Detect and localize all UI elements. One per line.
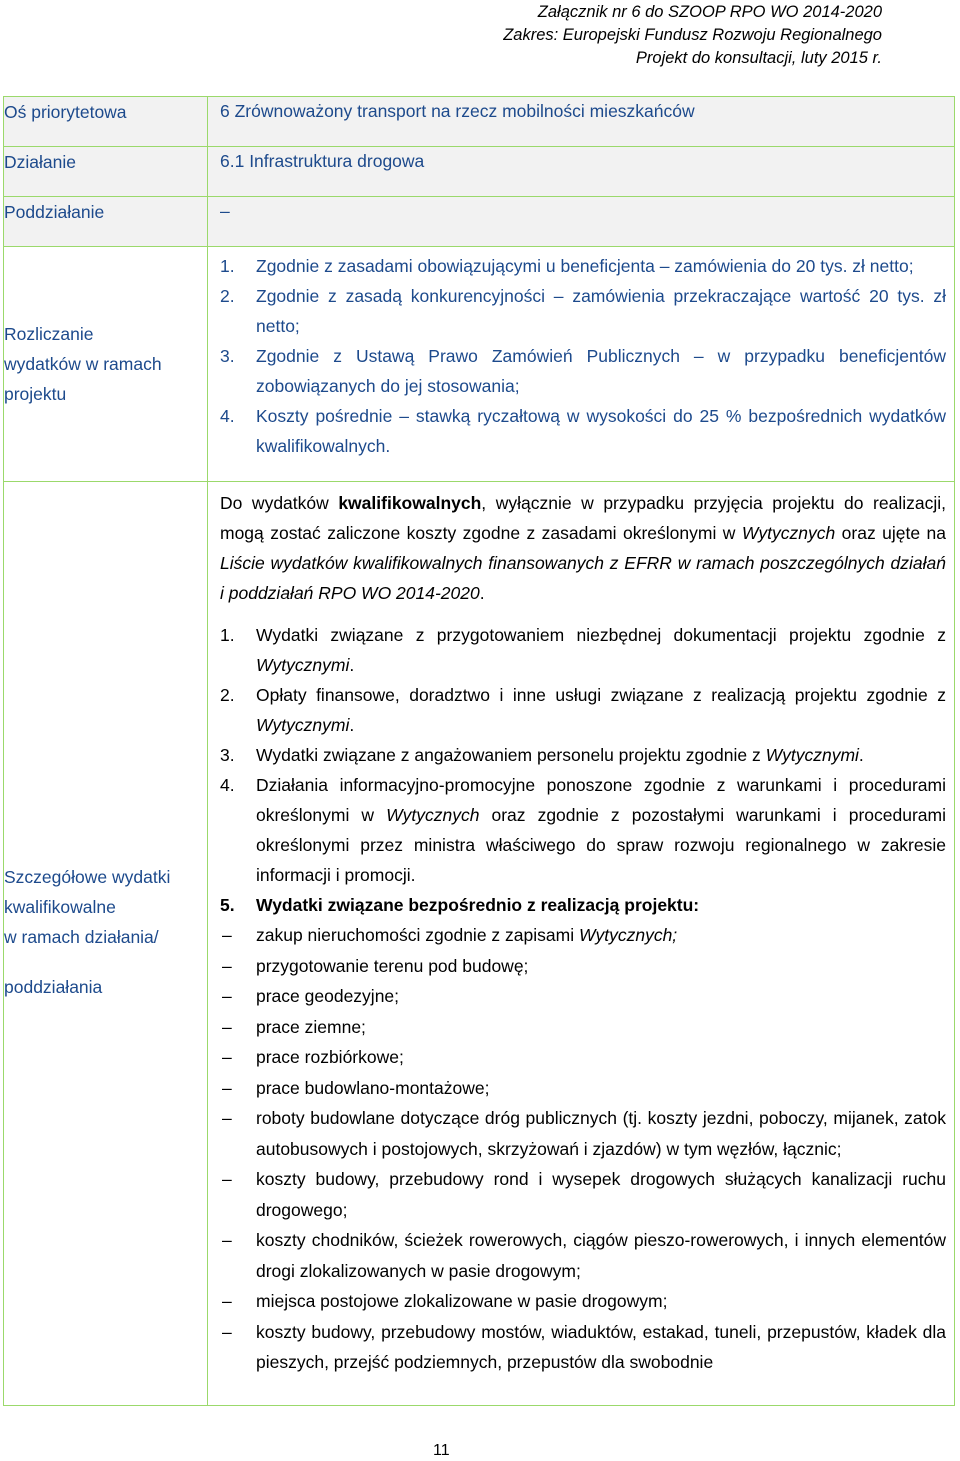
header-line-scope: Zakres: Europejski Fundusz Rozwoju Regionalnego: [503, 26, 882, 44]
text-run: .: [349, 655, 355, 675]
sublist-item: [220, 1286, 946, 1317]
text-run: roboty budowlane dotyczące dróg publicznych (tj. koszty jezdni, poboczy, mijanek, zatok autobusowych i postojowych, skrzyżowań i zjazdów) w tym węzłów, łącznic;: [256, 1108, 946, 1159]
eligible-value-cell: [208, 482, 955, 1406]
list-text: Wydatki związane bezpośrednio z realizacją projektu:: [256, 895, 700, 915]
row-settlement: [4, 247, 955, 482]
sublist-item: [220, 1317, 946, 1378]
list-number: 4.: [220, 406, 235, 426]
row-priority-axis: [4, 97, 955, 147]
dash-bullet: –: [222, 1047, 232, 1067]
settlement-label: [4, 319, 207, 409]
list-number: 4.: [220, 775, 235, 795]
text-run: kwalifikowalnych: [338, 493, 482, 513]
list-text: Zgodnie z zasadami obowiązującymi u beneficjenta – zamówienia do 20 tys. zł netto;: [256, 256, 914, 276]
header-line-attachment: Załącznik nr 6 do SZOOP RPO WO 2014-2020: [537, 3, 882, 21]
eligible-label-line: w ramach działania/: [4, 927, 159, 947]
text-run: koszty chodników, ścieżek rowerowych, ciągów pieszo-rowerowych, i innych elementów drogi zlokalizowanych w pasie drogowym;: [256, 1230, 946, 1281]
text-run: .: [349, 715, 355, 735]
list-number: 2.: [220, 286, 235, 306]
eligible-list: [220, 620, 946, 920]
settlement-list-container: [208, 247, 954, 461]
text-run: Wytycznych;: [578, 925, 678, 945]
value-cell: [208, 197, 955, 247]
settlement-list: [220, 251, 946, 461]
sublist-item: [220, 1042, 946, 1073]
list-item: [220, 401, 946, 461]
list-number: 3.: [220, 346, 235, 366]
list-item: [220, 890, 946, 920]
settlement-label-line: wydatków w ramach: [4, 354, 162, 374]
list-item: [220, 341, 946, 401]
eligible-intro-paragraph: [220, 488, 946, 608]
text-run: oraz zgodnie z pozostałymi warunkami i procedurami określonymi przez ministra właściwego do spraw rozwoju regionalnego w zakresie informacji i promocji.: [256, 805, 946, 885]
row-eligible-expenses: [4, 482, 955, 1406]
list-number: 1.: [220, 256, 235, 276]
row-subaction: [4, 197, 955, 247]
dash-bullet: –: [222, 1230, 232, 1250]
list-number: 3.: [220, 745, 235, 765]
dash-bullet: –: [222, 925, 232, 945]
eligible-label-cell: [4, 482, 208, 1406]
text-run: prace rozbiórkowe;: [256, 1047, 404, 1067]
sublist-item: [220, 920, 946, 951]
direct-costs-sublist: [220, 920, 946, 1378]
list-number: 1.: [220, 625, 235, 645]
document-header: [503, 0, 882, 70]
eligible-label-line: Szczegółowe wydatki: [4, 867, 171, 887]
label-cell: [4, 147, 208, 197]
text-run: .: [479, 583, 485, 603]
eligible-content: [208, 482, 954, 1378]
sublist-item: [220, 981, 946, 1012]
text-run: koszty budowy, przebudowy rond i wysepek drogowych służących kanalizacji ruchu drogowego;: [256, 1169, 946, 1220]
dash-bullet: –: [222, 955, 232, 976]
text-run: Wytycznymi: [765, 745, 859, 765]
text-run: Opłaty finansowe, doradztwo i inne usługi związane z realizacją projektu zgodnie z: [256, 685, 946, 705]
settlement-label-line: projektu: [4, 384, 67, 404]
list-text: Zgodnie z Ustawą Prawo Zamówień Publicznych – w przypadku beneficjentów zobowiązanych do jej stosowania;: [256, 346, 946, 396]
text-run: przygotowanie terenu pod budowę;: [256, 955, 529, 976]
dash-bullet: –: [222, 1077, 232, 1098]
text-run: koszty budowy, przebudowy mostów, wiaduktów, estakad, tuneli, przepustów, kładek dla pieszych, przejść podziemnych, przepustów dla swobodnie: [256, 1321, 946, 1372]
text-run: Do wydatków: [220, 493, 339, 513]
value-cell: [208, 97, 955, 147]
sublist-item: [220, 1103, 946, 1164]
program-details-table: [3, 96, 955, 1406]
sublist-item: [220, 951, 946, 982]
subaction-value: –: [220, 201, 230, 221]
label-cell: [4, 197, 208, 247]
list-number: 2.: [220, 685, 235, 705]
text-run: .: [858, 745, 864, 765]
list-text: Koszty pośrednie – stawką ryczałtową w wysokości do 25 % bezpośrednich wydatków kwalifikowalnych.: [256, 406, 946, 456]
text-run: Wytycznymi: [256, 655, 350, 675]
priority-axis-label: Oś priorytetowa: [4, 102, 127, 122]
settlement-label-line: Rozliczanie: [4, 324, 94, 344]
text-run: Wytycznymi: [256, 715, 350, 735]
list-item: [220, 770, 946, 890]
row-action: [4, 147, 955, 197]
text-run: Wydatki związane z przygotowaniem niezbędnej dokumentacji projektu zgodnie z: [256, 625, 946, 645]
sublist-item: [220, 1073, 946, 1104]
text-run: Wytycznych: [386, 805, 480, 825]
text-run: prace budowlano-montażowe;: [256, 1077, 490, 1098]
text-run: Wydatki związane z angażowaniem personelu projektu zgodnie z: [256, 745, 766, 765]
list-text: Zgodnie z zasadą konkurencyjności – zamówienia przekraczające wartość 20 tys. zł netto;: [256, 286, 946, 336]
text-run: prace ziemne;: [256, 1016, 366, 1037]
text-run: Działania informacyjno-promocyjne ponoszone zgodnie z warunkami i procedurami określonymi w: [256, 775, 946, 825]
dash-bullet: –: [222, 1108, 232, 1128]
text-run: Liście wydatków kwalifikowalnych finansowanych z EFRR w ramach poszczególnych działań i poddziałań RPO WO 2014-2020: [220, 553, 946, 603]
dash-bullet: –: [222, 1291, 232, 1311]
text-run: Wytycznych: [741, 523, 836, 543]
header-line-draft: Projekt do konsultacji, luty 2015 r.: [635, 49, 882, 67]
action-value: 6.1 Infrastruktura drogowa: [220, 151, 425, 171]
text-run: prace geodezyjne;: [256, 986, 400, 1006]
text-run: oraz ujęte na: [835, 523, 946, 543]
eligible-label: [4, 482, 207, 1002]
value-cell: [208, 147, 955, 197]
list-item: [220, 251, 946, 281]
sublist-item: [220, 1164, 946, 1225]
list-item: [220, 281, 946, 341]
sublist-item: [220, 1012, 946, 1043]
text-run: zakup nieruchomości zgodnie z zapisami: [256, 925, 579, 945]
settlement-value-cell: [208, 247, 955, 482]
page-number: 11: [433, 1442, 450, 1459]
dash-bullet: –: [222, 986, 232, 1006]
text-run: , wyłącznie w przypadku przyjęcia projektu do realizacji, mogą zostać zaliczone koszty zgodne z zasadami określonymi w: [220, 493, 946, 543]
eligible-label-line: poddziałania: [4, 977, 103, 997]
subaction-label: Poddziałanie: [4, 202, 105, 222]
action-label: Działanie: [4, 152, 76, 172]
list-number: 5.: [220, 895, 235, 915]
eligible-label-line: kwalifikowalne: [4, 897, 116, 917]
dash-bullet: –: [222, 1169, 232, 1189]
list-item: [220, 680, 946, 740]
text-run: miejsca postojowe zlokalizowane w pasie drogowym;: [256, 1291, 668, 1311]
dash-bullet: –: [222, 1016, 232, 1037]
priority-axis-value: 6 Zrównoważony transport na rzecz mobilności mieszkańców: [220, 101, 695, 121]
list-item: [220, 620, 946, 680]
list-item: [220, 740, 946, 770]
settlement-label-cell: [4, 247, 208, 482]
sublist-item: [220, 1225, 946, 1286]
dash-bullet: –: [222, 1321, 232, 1342]
label-cell: [4, 97, 208, 147]
